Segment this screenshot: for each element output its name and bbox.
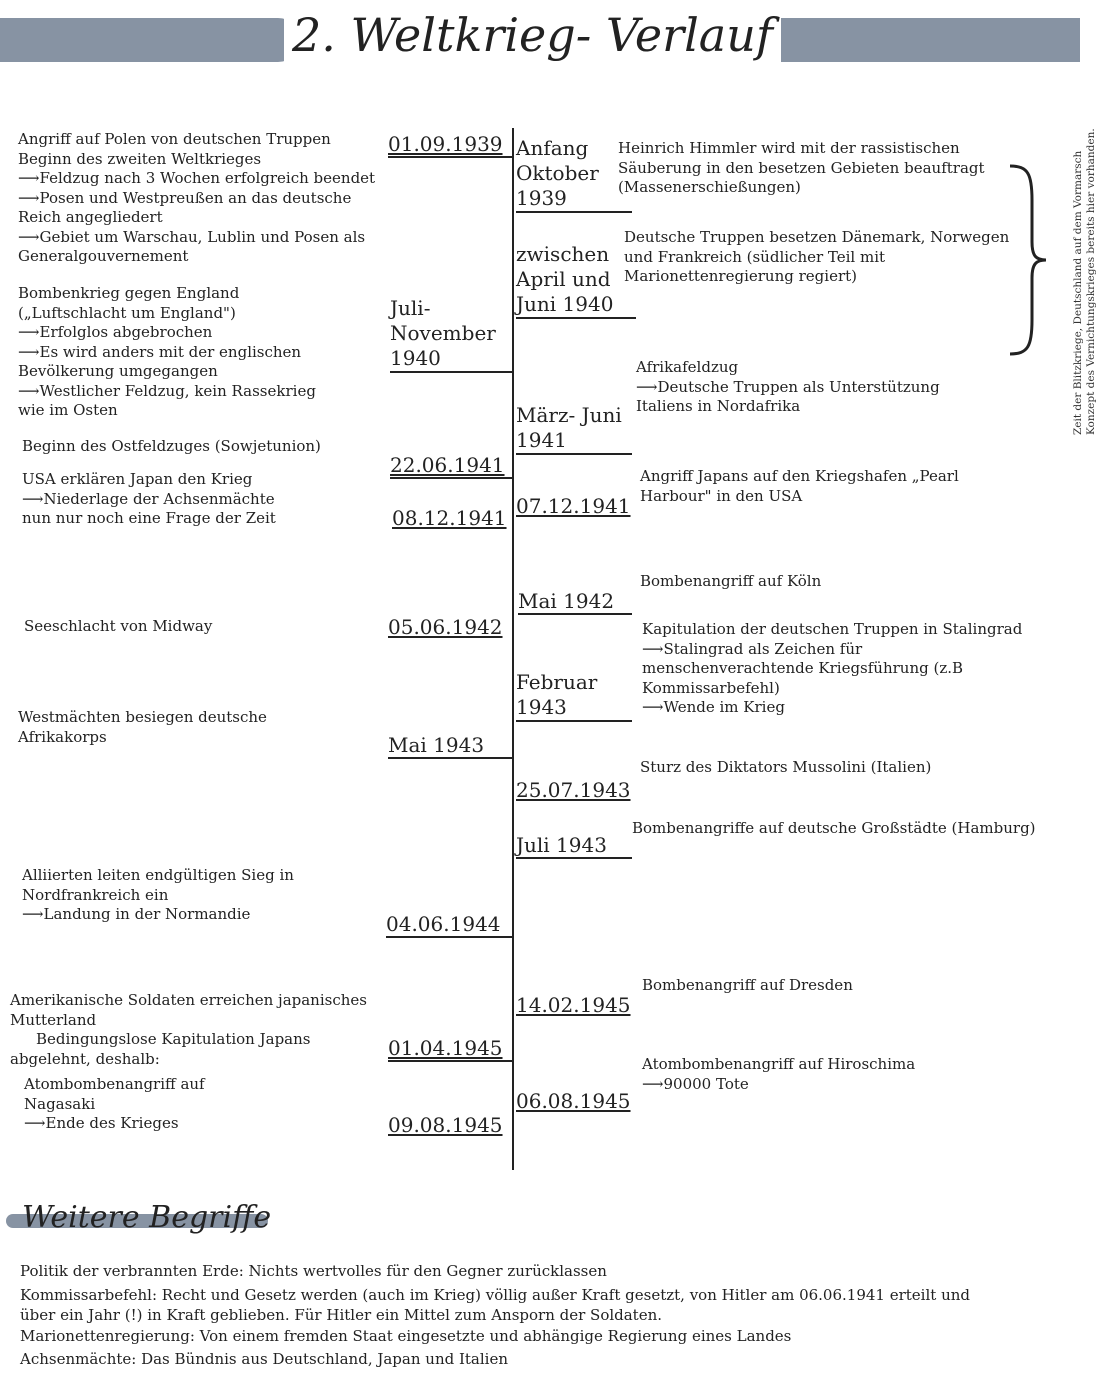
right-note-6: Kapitulation der deutschen Truppen in Stalingrad ⟶Stalingrad als Zeichen für menschenverachtende Kriegsführung (z.B Kommissarbefehl) ⟶Wende im Krieg <box>642 620 1023 716</box>
left-date-8: 01.04.1945 <box>388 1036 512 1062</box>
timeline-axis <box>512 128 514 1170</box>
page-title: 2. Weltkrieg- Verlauf <box>284 8 781 62</box>
right-note-4: Angriff Japans auf den Kriegshafen „Pearl Harbour" in den USA <box>640 467 959 505</box>
left-date-6: Mai 1943 <box>388 733 512 759</box>
right-note-9: Bombenangriff auf Dresden <box>642 976 853 994</box>
right-note-10: Atombombenangriff auf Hiroschima ⟶90000 Tote <box>642 1055 916 1093</box>
left-note-6: Westmächten besiegen deutsche Afrikakorps <box>18 708 267 746</box>
left-note-1: Angriff auf Polen von deutschen Truppen Beginn des zweiten Weltkrieges ⟶Feldzug nach 3 Wochen erfolgreich beendet ⟶Posen und Westpreußen an das deutsche Reich angegliedert ⟶Gebiet um Warschau, Lublin und Posen als Generalgouvernement <box>18 130 376 265</box>
right-date-3: März- Juni 1941 <box>516 403 632 455</box>
right-note-2: Deutsche Truppen besetzen Dänemark, Norwegen und Frankreich (südlicher Teil mit Marionettenregierung regiert) <box>624 228 1010 285</box>
left-date-5: 05.06.1942 <box>388 615 503 639</box>
right-date-4: 07.12.1941 <box>516 494 631 518</box>
right-date-5: Mai 1942 <box>518 589 632 615</box>
terms-list <box>20 1260 970 1371</box>
left-note-2: Bombenkrieg gegen England („Luftschlacht um England") ⟶Erfolglos abgebrochen ⟶Es wird anders mit der englischen Bevölkerung umgegangen ⟶Westlicher Feldzug, kein Rassekrieg wie im Osten <box>18 284 316 419</box>
term-item: Achsenmächte: Das Bündnis aus Deutschland, Japan und Italien <box>20 1350 508 1368</box>
left-note-4: USA erklären Japan den Krieg ⟶Niederlage der Achsenmächte nun nur noch eine Frage der Zeit <box>22 470 276 527</box>
left-note-5: Seeschlacht von Midway <box>24 617 213 635</box>
right-date-8: Juli 1943 <box>516 833 632 859</box>
right-date-7: 25.07.1943 <box>516 778 631 802</box>
right-note-8: Bombenangriffe auf deutsche Großstädte (Hamburg) <box>632 819 1036 837</box>
side-note: Zeit der Blitzkriege, Deutschland auf dem Vormarsch Konzept des Vernichtungskrieges bereits hier vorhanden. <box>1072 128 1097 435</box>
term-item: Kommissarbefehl: Recht und Gesetz werden (auch im Krieg) völlig außer Kraft gesetzt, von Hitler am 06.06.1941 erteilt und <box>20 1286 970 1304</box>
title-banner-left <box>0 18 300 62</box>
terms-heading: Weitere Begriffe <box>22 1200 272 1235</box>
left-date-2: Juli- November 1940 <box>390 296 512 373</box>
left-date-1: 01.09.1939 <box>388 132 512 158</box>
left-date-9: 09.08.1945 <box>388 1113 503 1137</box>
left-date-4: 08.12.1941 <box>392 506 507 530</box>
term-item: Marionettenregierung: Von einem fremden Staat eingesetzte und abhängige Regierung eines Landes <box>20 1327 792 1345</box>
left-date-3: 22.06.1941 <box>390 453 512 479</box>
left-note-7: Alliierten leiten endgültigen Sieg in Nordfrankreich ein ⟶Landung in der Normandie <box>22 866 294 923</box>
right-note-5: Bombenangriff auf Köln <box>640 572 822 590</box>
right-date-10: 06.08.1945 <box>516 1089 631 1113</box>
curly-brace <box>1004 160 1050 360</box>
right-date-2: zwischen April und Juni 1940 <box>516 242 636 319</box>
left-note-9: Atombombenangriff auf Nagasaki ⟶Ende des Krieges <box>24 1075 205 1132</box>
left-date-7: 04.06.1944 <box>386 912 512 938</box>
term-item: über ein Jahr (!) in Kraft geblieben. Für Hitler ein Mittel zum Ansporn der Soldaten. <box>20 1306 663 1324</box>
term-item: Politik der verbrannten Erde: Nichts wertvolles für den Gegner zurücklassen <box>20 1262 607 1280</box>
right-date-6: Februar 1943 <box>516 670 632 722</box>
right-date-9: 14.02.1945 <box>516 993 631 1017</box>
right-note-7: Sturz des Diktators Mussolini (Italien) <box>640 758 932 776</box>
right-note-3: Afrikafeldzug ⟶Deutsche Truppen als Unterstützung Italiens in Nordafrika <box>636 358 940 415</box>
right-date-1: Anfang Oktober 1939 <box>516 136 632 213</box>
left-note-3: Beginn des Ostfeldzuges (Sowjetunion) <box>22 437 321 455</box>
right-note-1: Heinrich Himmler wird mit der rassistischen Säuberung in den besetzen Gebieten beauftragt (Massenerschießungen) <box>618 139 985 196</box>
left-note-8: Amerikanische Soldaten erreichen japanisches Mutterland Bedingungslose Kapitulation Japans abgelehnt, deshalb: <box>10 991 367 1068</box>
